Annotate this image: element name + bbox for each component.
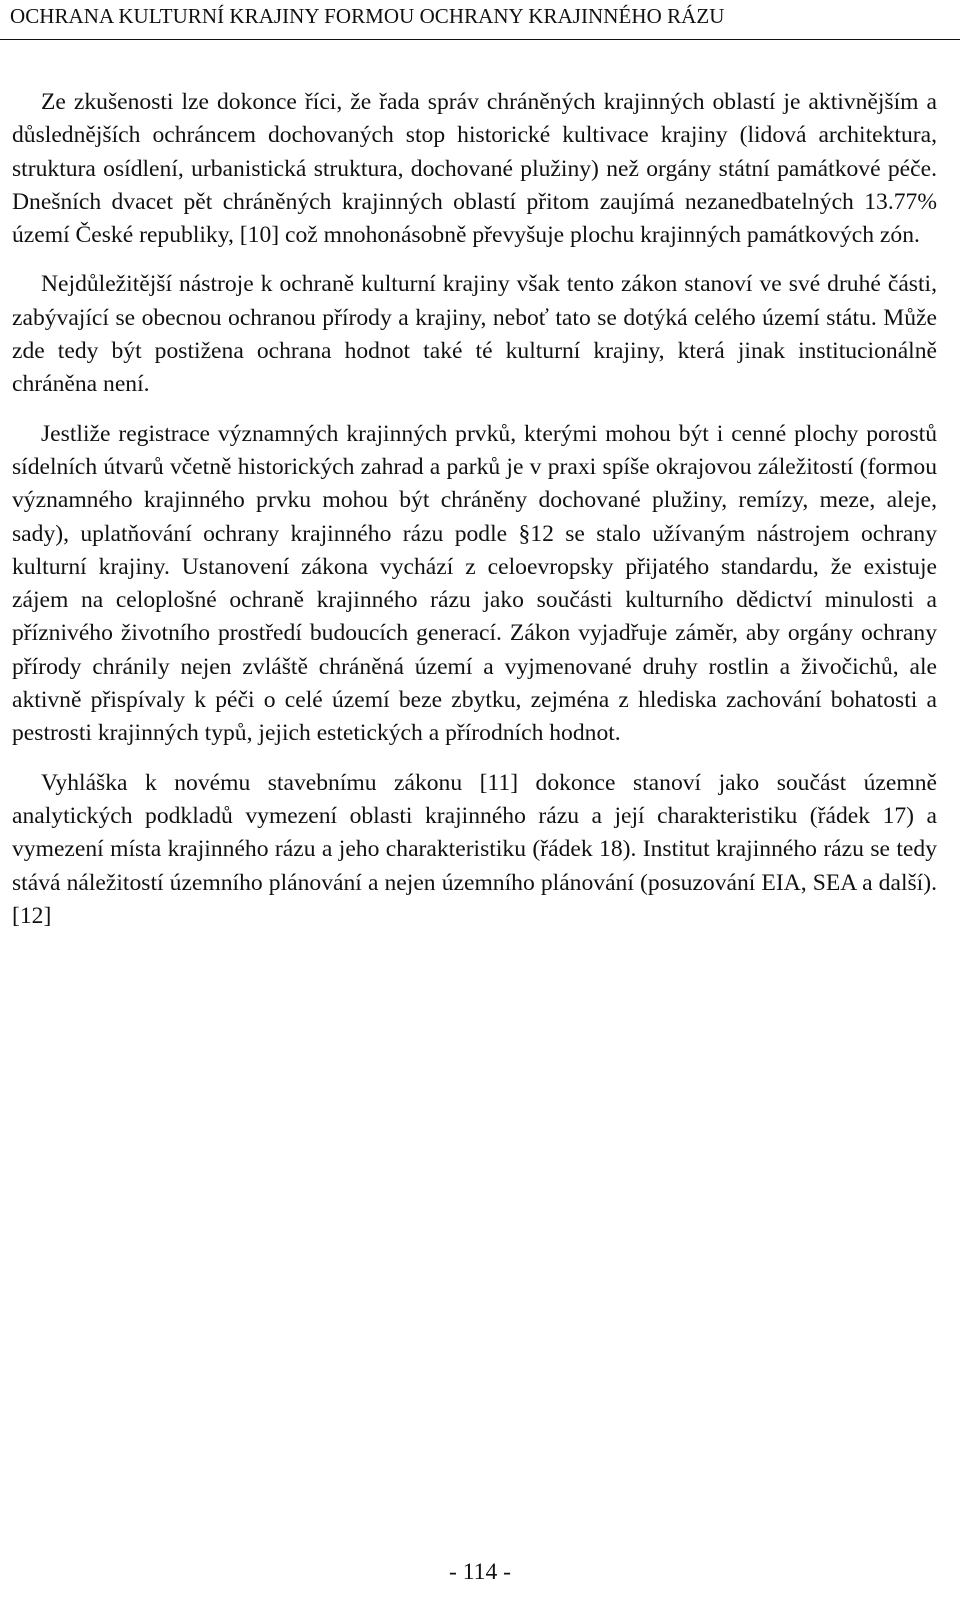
paragraph-building-act-decree: Vyhláška k novému stavebnímu zákonu [11] dokonce stanoví jako součást územně analytických podkladů vymezení oblasti krajinného rázu a její charakteristiku (řádek 17) a vymezení místa krajinného rázu a jeho charakteristiku (řádek 18). Institut krajinného rázu se tedy stává náležitostí územního plánování a nejen územního plánování (posuzování EIA, SEA a další). [12] xyxy=(12,769,937,929)
paragraph-landscape-character: Jestliže registrace významných krajinných prvků, kterými mohou být i cenné plochy porostů sídelních útvarů včetně historických zahrad a parků je v praxi spíše okrajovou záležitostí (formou významného krajinného prvku mohou být chráněny dochované plužiny, remízy, meze, aleje, sady), uplatňování ochrany krajinného rázu podle §12 se stalo užívaným nástrojem ochrany kulturní krajiny. Ustanovení zákona vychází z celoevropsky přijatého standardu, že existuje zájem na celoplošné ochraně krajinného rázu jako součásti kulturního dědictví minulosti a příznivého životního prostředí budoucích generací. Zákon vyjadřuje záměr, aby orgány ochrany přírody chránily nejen zvláště chráněná území a vyjmenované druhy rostlin a živočichů, ale aktivně přispívaly k péči o celé území beze zbytku, zejména z hlediska zachování bohatosti a pestrosti krajinných typů, jejich estetických a přírodních hodnot. xyxy=(12,420,937,747)
running-header-title: OCHRANA KULTURNÍ KRAJINY FORMOU OCHRANY KRAJINNÉHO RÁZU xyxy=(10,4,725,28)
running-header xyxy=(0,0,960,40)
paragraph-protected-landscape-areas: Ze zkušenosti lze dokonce říci, že řada správ chráněných krajinných oblastí je aktivnějším a důslednějších ochráncem dochovaných stop historické kultivace krajiny (lidová architektura, struktura osídlení, urbanistická struktura, dochované plužiny) než orgány státní památkové péče. Dnešních dvacet pět chráněných krajinných oblastí přitom zaujímá nezanedbatelných 13.77% území České republiky, [10] což mnohonásobně převyšuje plochu krajinných památkových zón. xyxy=(12,89,937,249)
paragraph-general-protection: Nejdůležitější nástroje k ochraně kulturní krajiny však tento zákon stanoví ve své druhé části, zabývající se obecnou ochranou přírody a krajiny, neboť tato se dotýká celého území státu. Může zde tedy být postižena ochrana hodnot také té kulturní krajiny, která jinak institucionálně chráněna není. xyxy=(12,271,937,398)
body-text xyxy=(12,86,937,933)
page-number: - 114 - xyxy=(448,1559,512,1585)
